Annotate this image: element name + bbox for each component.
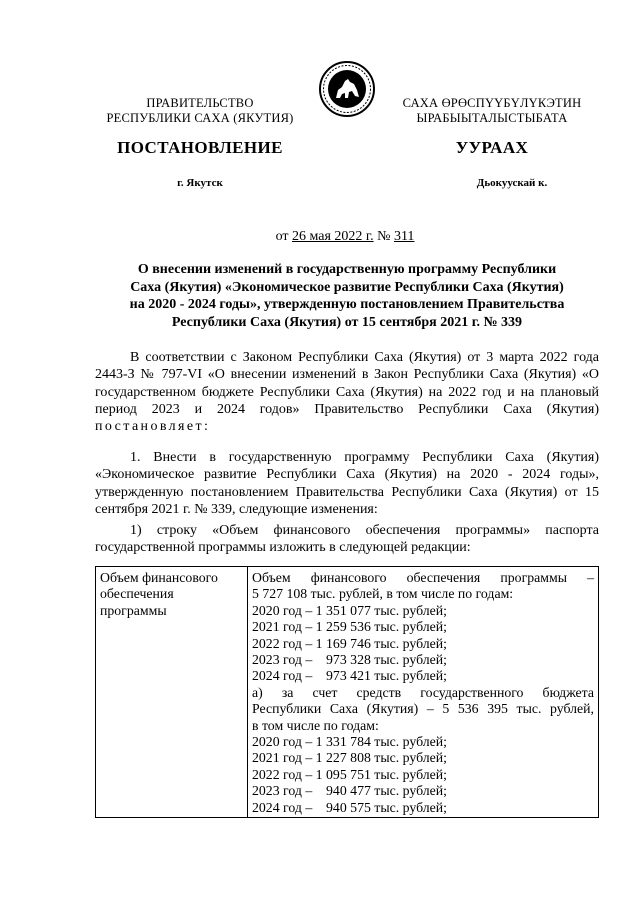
year-a-line: 2021 год – 1 227 808 тыс. рублей; xyxy=(252,750,447,766)
doc-type-sakha: УУРААХ xyxy=(455,138,529,157)
document-date: 26 мая 2022 г. xyxy=(292,229,374,244)
title-line: Республики Саха (Якутия) от 15 сентября 2021 г. № 339 xyxy=(171,314,523,330)
intro-line: 5 727 108 тыс. рублей, в том числе по годам: xyxy=(252,586,514,602)
title-line: О внесении изменений в государственную программу Республики xyxy=(137,262,557,277)
source-a-line: Республики Саха (Якутия) – 5 536 395 тыс. рублей, xyxy=(252,701,594,717)
year-total-line: 2023 год – 973 328 тыс. рублей; xyxy=(252,652,447,668)
source-a-line: в том числе по годам: xyxy=(252,717,379,733)
year-a-line: 2024 год – 940 575 тыс. рублей; xyxy=(252,799,447,815)
government-name-ru-line2: РЕСПУБЛИКИ САХА (ЯКУТИЯ) xyxy=(106,111,294,125)
emblem-of-sakha-icon xyxy=(318,60,376,118)
resolves-word: постановляет: xyxy=(95,419,211,435)
government-name-ru-line1: ПРАВИТЕЛЬСТВО xyxy=(146,96,254,110)
preamble-text: В соответствии с Законом Республики Саха (Якутия) от 3 марта 2022 года 2443-З № 797-VI «О внесении изменений в Закон Республики Саха (Якутия) «О государственном бюджете Республики Саха (Якутия) на 2022 год и на плановый период 2023 и 2024 годов» Правительство Республики Саха (Якутия) xyxy=(95,350,599,417)
year-total-line: 2024 год – 973 421 тыс. рублей; xyxy=(252,668,447,684)
government-name-ru xyxy=(100,96,300,126)
year-total-line: 2022 год – 1 169 746 тыс. рублей; xyxy=(252,635,447,651)
table-row xyxy=(96,567,599,818)
year-a-line: 2022 год – 1 095 751 тыс. рублей; xyxy=(252,766,447,782)
government-name-sakha xyxy=(392,96,592,126)
year-total-line: 2020 год – 1 351 077 тыс. рублей; xyxy=(252,602,447,618)
doc-type-ru: ПОСТАНОВЛЕНИЕ xyxy=(117,138,283,157)
year-a-line: 2020 год – 1 331 784 тыс. рублей; xyxy=(252,734,447,750)
city-sakha: Дьокуускай к. xyxy=(476,177,548,189)
document-number: 311 xyxy=(393,229,415,244)
label-line: программы xyxy=(100,602,167,618)
clause-1-1-paragraph: 1) строку «Объем финансового обеспечения программы» паспорта государственной программы изложить в следующей редакции: xyxy=(95,523,599,556)
government-name-sakha-line2: ЫРАБЫЫТАЛЫСТЫБАТА xyxy=(416,111,568,125)
document-title xyxy=(95,261,599,331)
date-prefix: от xyxy=(275,229,292,244)
label-line: обеспечения xyxy=(100,586,174,602)
clause-1-paragraph: 1. Внести в государственную программу Республики Саха (Якутия) «Экономическое развитие Республики Саха (Якутия) на 2020 - 2024 годы», утвержденную постановлением Правительства Республики Саха (Якутия) от 15 сентября 2021 г. № 339, следующие изменения: xyxy=(95,450,599,517)
title-line: Саха (Якутия) «Экономическое развитие Республики Саха (Якутия) xyxy=(130,279,564,295)
intro-line: Объем финансового обеспечения программы – xyxy=(252,570,594,585)
label-line: Объем финансового xyxy=(100,570,218,585)
year-total-line: 2021 год – 1 259 536 тыс. рублей; xyxy=(252,619,447,635)
year-a-line: 2023 год – 940 477 тыс. рублей; xyxy=(252,783,447,799)
number-prefix: № xyxy=(373,229,394,244)
financing-table xyxy=(95,566,599,818)
preamble-paragraph xyxy=(95,349,599,435)
government-name-sakha-line1: САХА ӨРӨСПҮҮБҮЛҮКЭТИН xyxy=(402,96,582,110)
source-a-line: а) за счет средств государственного бюджета xyxy=(252,684,594,700)
title-line: на 2020 - 2024 годы», утвержденную постановлением Правительства xyxy=(129,297,565,312)
table-label-cell xyxy=(96,567,248,818)
document-date-number xyxy=(95,229,595,245)
city-ru: г. Якутск xyxy=(177,177,223,189)
table-content-cell xyxy=(248,567,599,818)
